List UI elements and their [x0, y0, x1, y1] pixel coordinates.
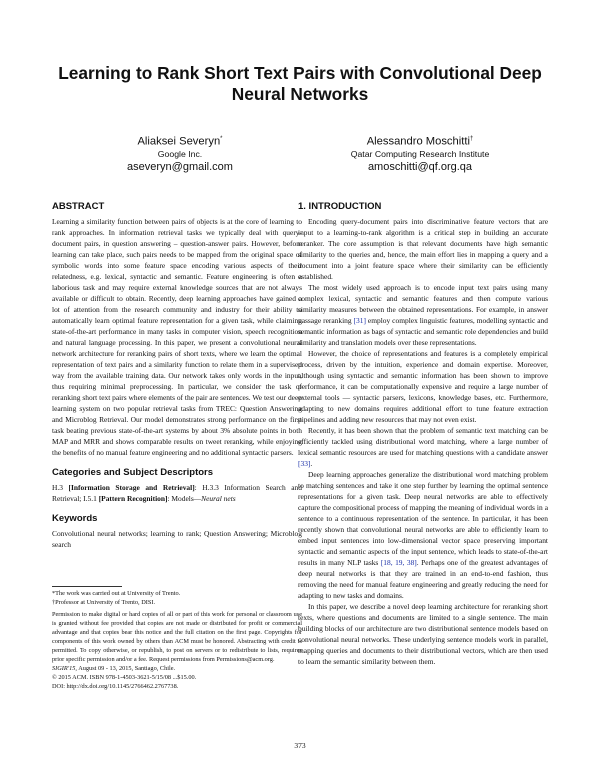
citation-link[interactable]: [31]: [353, 316, 366, 325]
footnote-1: *The work was carried out at University of Trento.: [52, 590, 181, 597]
keywords-heading: Keywords: [52, 513, 98, 524]
author-affiliation: Qatar Computing Research Institute: [350, 148, 490, 159]
intro-paragraph: Deep learning approaches generalize the distributional word matching problem to matching sentences and take it one step further by learning the optimal sentence representations for a given task. Deep neural networks are able to effectively capture the compositional process of mapping the meaning of individual words in a sentence to a continuous representation of the sentence. In particular, it has been recently shown that convolutional neural networks are able to efficiently learn to embed input sentences into low-dimensional vector space preserving important syntactic and semantic aspects of the input sentence, which leads to state-of-the-art results in many NLP tasks [18, 19, 38]. Perhaps one of the greatest advantages of deep neural networks is that they are trained in an end-to-end fashion, thus removing the need for manual feature engineering and greatly reducing the need for adapting to new tasks and domains.: [298, 470, 548, 600]
intro-paragraph: The most widely used approach is to encode input text pairs using many complex lexical, syntactic and semantic features and then compute various similarity measures between the obtained representations. For example, in answer passage reranking [31] employ complex linguistic features, modelling syntactic and semantic information as bags of syntactic and semantic role dependencies and build similarity and translation models over these representations.: [298, 283, 548, 347]
footnote-rule: [52, 586, 122, 587]
intro-paragraph: Encoding query-document pairs into discriminative feature vectors that are input to a learning-to-rank algorithm is a critical step in building an accurate reranker. The core assumption is that relevant documents have high semantic similarity to the queries and, hence, the main effort lies in mapping a query and a document into a joint feature space where their similarity can be efficiently established.: [298, 217, 548, 281]
author-block-2: [300, 132, 540, 174]
right-column: [298, 200, 548, 667]
keywords-text: Convolutional neural networks; learning to rank; Question Answering; Microblog search: [52, 529, 302, 549]
footnote-2: †Professor at University of Trento, DISI.: [52, 599, 156, 606]
author-name: Aliaksei Severyn*: [137, 135, 223, 148]
introduction-heading: 1. INTRODUCTION: [298, 201, 382, 212]
paper-title: Learning to Rank Short Text Pairs with Convolutional Deep Neural Networks: [58, 63, 542, 104]
author-email: aseveryn@gmail.com: [127, 160, 233, 173]
author-block-1: [60, 132, 300, 174]
author-affiliation: Google Inc.: [157, 148, 203, 159]
abstract-heading: ABSTRACT: [52, 201, 105, 212]
categories-text: H.3 [Information Storage and Retrieval]: H.3.3 Information Search and Retrieval; I.5.1 [Pattern Recognition]: Models—Neural nets: [52, 483, 302, 503]
copyright-line: © 2015 ACM. ISBN 978-1-4503-3621-5/15/08 ...$15.00.: [52, 674, 197, 681]
doi-line: DOI: http://dx.doi.org/10.1145/2766462.2767738.: [52, 683, 179, 690]
conference-line: SIGIR'15, August 09 - 13, 2015, Santiago, Chile.: [52, 665, 176, 672]
intro-paragraph: In this paper, we describe a novel deep learning architecture for reranking short texts, where questions and documents are limited to a single sentence. The main building blocks of our architecture are two distributional sentence models based on convolutional neural networks. These underlying sentence models work in parallel, mapping queries and documents to their distributional vectors, which are then used to learn the semantic similarity between them.: [298, 602, 548, 666]
categories-heading: Categories and Subject Descriptors: [52, 467, 214, 478]
author-name: Alessandro Moschitti†: [366, 135, 474, 148]
abstract-text: Learning a similarity function between pairs of objects is at the core of learning to rank approaches. In information retrieval tasks we typically deal with query-document pairs, in question answering – question-answer pairs. However, before learning can take place, such pairs needs to be mapped from the original space of symbolic words into some feature space encoding various aspects of their relatedness, e.g. lexical, syntactic and semantic. Feature engineering is often a laborious task and may require external knowledge sources that are not always available or difficult to obtain. Recently, deep learning approaches have gained a lot of attention from the research community and industry for their ability to automatically learn optimal feature representation for a given task, while claiming state-of-the-art performance in many tasks in computer vision, speech recognition and natural language processing. In this paper, we present a convolutional neural network architecture for reranking pairs of short texts, where we learn the optimal representation of text pairs and a similarity function to relate them in a supervised way from the available training data. Our network takes only words in the input, thus requiring minimal preprocessing. In particular, we consider the task of reranking short text pairs where elements of the pair are sentences. We test our deep learning system on two popular retrieval tasks from TREC: Question Answering and Microblog Retrieval. Our model demonstrates strong performance on the first task beating previous state-of-the-art systems by about 3% absolute points in both MAP and MRR and shows comparable results on tweet reranking, while enjoying the benefits of no manual feature engineering and no additional syntactic parsers.: [52, 217, 302, 457]
left-column: [52, 200, 302, 550]
page-number: 373: [294, 741, 306, 750]
citation-link[interactable]: [18, 19, 38]: [380, 558, 417, 567]
intro-paragraph: Recently, it has been shown that the problem of semantic text matching can be efficiently tackled using distributional word matching, where a large number of lexical semantic resources are used for matching questions with a candidate answer [33].: [298, 426, 548, 468]
permission-notice: Permission to make digital or hard copies of all or part of this work for personal or classroom use is granted without fee provided that copies are not made or distributed for profit or commercial advantage and that copies bear this notice and the full citation on the first page. Copyrights for components of this work owned by others than ACM must be honored. Abstracting with credit is permitted. To copy otherwise, or republish, to post on servers or to redistribute to lists, requires prior specific permission and/or a fee. Request permissions from Permissions@acm.org.: [52, 611, 302, 663]
intro-paragraph: However, the choice of representations and features is a completely empirical process, driven by the intuition, experience and domain expertise. Moreover, although using syntactic and semantic information has been shown to improve performance, it can be computationally expensive and require a large number of external tools — syntactic parsers, lexicons, knowledge bases, etc. Furthermore, adapting to new domains requires additional effort to tune feature extraction pipelines and adding new resources that may not even exist.: [298, 349, 548, 424]
footnotes: [52, 586, 302, 691]
author-email: amoschitti@qf.org.qa: [367, 160, 473, 173]
citation-link[interactable]: [33]: [298, 459, 311, 468]
